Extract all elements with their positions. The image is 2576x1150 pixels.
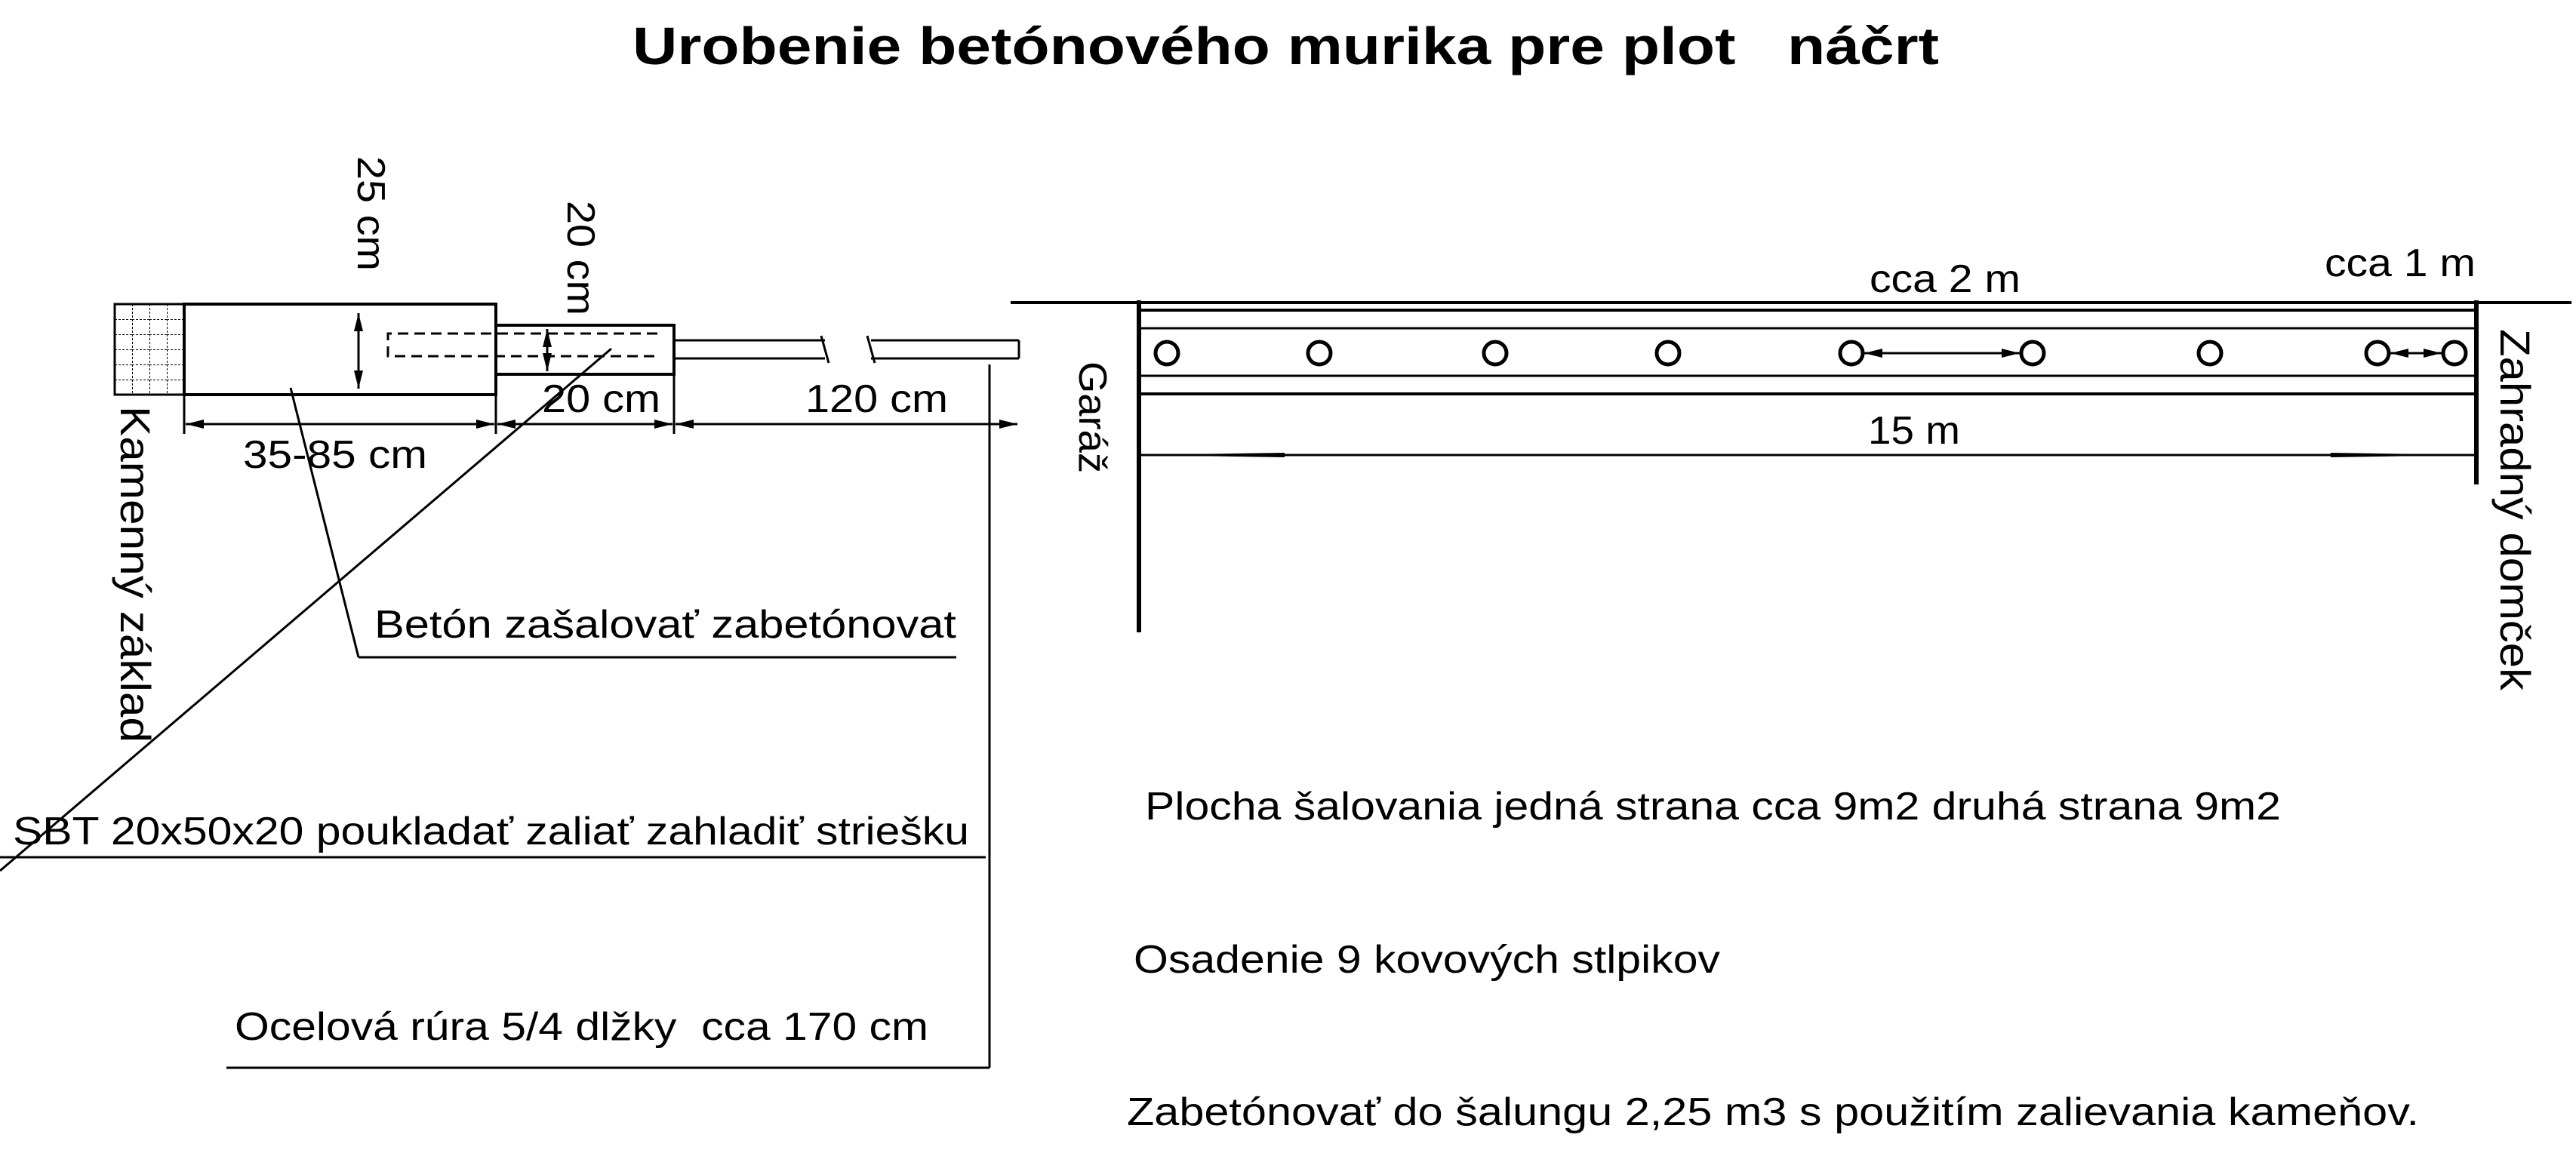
foundation-label: Kamenný základ [112, 406, 159, 719]
post-circle [2366, 342, 2389, 364]
height-main-label: 25 cm [349, 156, 392, 263]
width-wall-label: 35-85 cm [243, 433, 427, 477]
post-circle [1840, 342, 1863, 364]
width-cap-label: 20 cm [542, 377, 660, 421]
stone-foundation-hatch [115, 304, 184, 395]
concrete-wall-body [184, 304, 496, 395]
garden-house-label: Zahradný domček [2491, 329, 2539, 668]
end-spacing-label: cca 1 m [2325, 241, 2476, 285]
post-circle [1484, 342, 1507, 364]
posts-note: Osadenie 9 kovových stlpikov [1134, 938, 1720, 982]
post-circle [1308, 342, 1331, 364]
post-circle [1156, 342, 1178, 364]
page-title: Urobenie betónového murika pre plot náčrt [632, 17, 1939, 75]
wall-plan-outline [1139, 310, 2476, 394]
formwork-area-note: Plocha šalovania jedná strana cca 9m2 druhá strana 9m2 [1145, 785, 2281, 829]
concrete-volume-note: Zabetónovať do šalungu 2,25 m3 s použitím zalievania kameňov. [1127, 1090, 2419, 1134]
post-spacing-label: cca 2 m [1870, 257, 2020, 301]
steel-pipe-segment-end [867, 336, 1019, 363]
concrete-note-leader [291, 388, 359, 657]
total-length-label: 15 m [1868, 409, 1960, 453]
post-circle [2021, 342, 2044, 364]
blocks-note: SBT 20x50x20 poukladať zaliať zahladiť striešku [13, 810, 969, 853]
concrete-note: Betón zašalovať zabetónovat [374, 603, 957, 647]
steel-pipe-segment [674, 336, 829, 363]
post-circle [1657, 342, 1679, 364]
height-cap-label: 20 cm [559, 201, 602, 308]
post-markers [1156, 342, 2466, 364]
wall-plan-inner-lines [1139, 328, 2476, 376]
pipe-note: Ocelová rúra 5/4 dlžky cca 170 cm [235, 1005, 928, 1049]
embedded-pipe-dashed [388, 334, 657, 356]
pipe-length-label: 120 cm [805, 377, 948, 421]
post-circle [2443, 342, 2466, 364]
post-circle [2199, 342, 2221, 364]
garage-label: Garáž [1070, 361, 1114, 469]
